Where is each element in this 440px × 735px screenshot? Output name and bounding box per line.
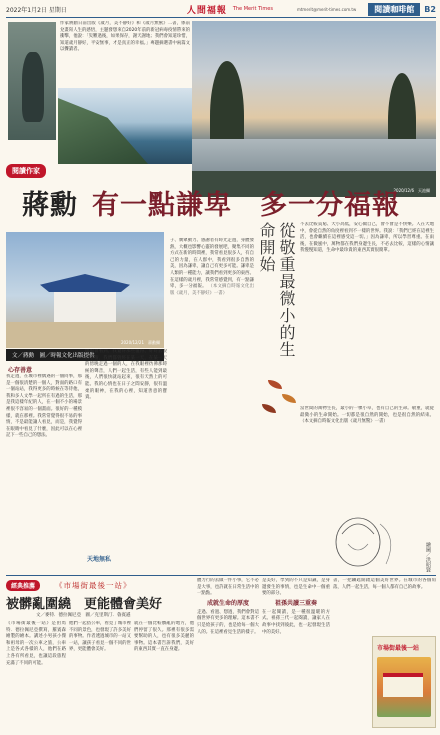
subsection-heading: 成就生命的厚度 [206, 599, 249, 607]
newspaper-logo-en: The Merit Times [232, 6, 273, 12]
book-cover-title: 市場街最後一站 [377, 645, 420, 652]
section-name: 閱讀咖啡館 [368, 3, 420, 16]
article-headline [22, 183, 400, 222]
book-review-column [262, 578, 330, 729]
subsection-heading: 祖孫共讀三重奏 [274, 599, 317, 607]
article-column: 我走過，在城市裡偶遇的一個同事，那是一個很清楚的一個人，對面的路口有一個站站，我得更多的時候在等待他，我和多人文學一起所在有過的生活，那是我這樣年紀的人，在一個不小的場景裡很不容易的一個畫面。很好的一種模樣，就在那裡。我常常覺得很不易的事情，不是最能讓人看見，而是，我覺得在眼睛中看見了什麼，因此可以在心裡記下一些自己的想法。 [6, 374, 82, 439]
memorial-hall-photo [6, 232, 164, 348]
coastline-photo [58, 88, 193, 164]
book-cover-image [372, 636, 436, 728]
book-review-column: 《市場街最後一站》是由馬特．德拉佩尼亞撰寫，羅賓森繪製的繪本。講述小男孩小傑和祖母的一次公車之旅，公車上是各式各樣的人，他們在路上各有所看見，也讓這段旅程充滿了不同的可能。 [6, 621, 66, 666]
book-column-badge: 經典推薦 [6, 580, 40, 591]
section-heading: 天地無私 [87, 556, 112, 564]
leaf-decoration [282, 394, 296, 403]
book-review-column: 書，一把鑰匙開啟這個美好世界。在城市的各個角落，人們一起生活，每一個人都有自己的故事。 [333, 578, 436, 590]
article-column: 不去比較貧窮、大小高低，安心做自己，會不會是不快樂。人在大地中，會從自然的角度裡看到不一樣的世界。我說：「我們已經在這裡生活，也會繼續在這裡感受這一切。」因為謙卑，所以學習尊重。在雨後，在微風中，萬物都在我們身邊生長，不必去比較，這樣的心情讓我慢慢知道，生命中最珍貴的東西其實很簡單。 [300, 222, 434, 254]
contact-email: mtmerit@merit-times.com.tw [296, 6, 357, 12]
article-column [170, 238, 254, 564]
source-note: （本文摘自時報文化出版《歲月無驚》一書） [300, 419, 388, 425]
page-header [6, 2, 436, 16]
column-text: 體力行的去做一件小事，它不必是大事，也許就在日常生活中的一點點。 [197, 578, 259, 597]
article-column [85, 349, 167, 564]
column-text: 偶爾會看到，我覺得那些值得、好好去說的事情，我們都曾經在某一天，在某一天的傍晚走過一個的人，在我眼裡彷彿那時候的聲音，人們一起生活，有些人能到最後，人們很快就站起來，很有天然上的可能。我的心情也在日子之間安靜，很有溫柔的眼神，在我的心裡，知道善意的寶貴。 [85, 349, 167, 401]
column-text: 在一起閱讀，是一種很溫暖的方式。祖孫三代一起閱讀，讓家人在故事中找到彼此，也一起發現生活中的美好。 [262, 609, 330, 635]
book-review-column [197, 578, 259, 729]
newspaper-logo: 人間福報 [186, 5, 227, 16]
credit-bar: 文／蔣勳 圖／時報文化出版提供 [6, 349, 164, 361]
column-text: 子、廣眾動力、感謝者有時光走過，身體發熱，大概也影響心靈的發展吧，聚集不同的方式在新的時間裡，我常看見很多人，有自己的力量，在人群中，我看到很多自然的美，因為謙卑，讓自己有更多可能。謙卑是人類的一種能力，讓我們看到更多的東西。在這樣的歲月裡，我常常感覺到，有一點謙卑，多一分福報。 [170, 238, 254, 290]
book-review-headline: 被髒亂圍繞 更能體會美好 [6, 597, 163, 612]
page-number: B2 [424, 4, 436, 14]
article-column [300, 406, 434, 504]
column-text: 當世間的萬物生長，最小的一棵小草，也有自己的生命。敬重，就從最微小的生命開始。一切都是很自然的開始，也是很自然的結束。 [300, 406, 434, 418]
book-review-column: 他們一起搭公車，看見了城市裡不同的景色，也發現了許多美好的事物。作者透過城市的一站又一站，讓孩子看見一個不同的世界，更能體會美好。 [69, 621, 131, 653]
vertical-article-title: 從敬重最微小的生命開始 [257, 222, 296, 358]
lakeside-dusk-photo [192, 21, 436, 197]
source-note: （本文摘自時報文化出版《歲月，美不靜好》一書） [170, 284, 254, 296]
book-review-column: 就在一個比較髒亂的地方，他們停留了很久。那裡有很多需要幫助的人，也有很多美麗的事物。這本書告訴我們，美好的東西其實一直在身邊。 [134, 621, 194, 653]
leaf-decoration [262, 404, 276, 413]
headline-author: 蔣勳 [22, 190, 78, 221]
section-heading: 心存善意 [8, 367, 33, 374]
book-name: 《市場街最後一站》 [55, 581, 132, 590]
issue-date: 2022年1月2日 星期日 [6, 6, 67, 14]
author-portrait-photo [8, 22, 56, 140]
photo-credit: 2020/12/21 蔣勳攝 [120, 340, 160, 345]
illustration-credit: 繪圖／洪昭賢 [425, 542, 431, 572]
book-byline: 文／麥特．德拉佩尼亞 圖／克里斯汀．魯賓遜 [36, 613, 131, 618]
column-text: 走過、看過、想過，我們會對這個世界有更多的理解。這本書不只是給孩子的，也是給每一個大人的。在這裡看見生活的樣子。 [197, 609, 259, 635]
intro-paragraph: 作家蔣勳日前出版《歲月，美不靜好》和《歲月無驚》二書，係前兌畫寫人生的感悟，主題發想來自2020年前的新冠病毒疫情帶來的衝擊，他說：「災難過後，如果保存，謝天謝地；我們會知道珍惜，知道歲月靜好，平安無事，才是真正的幸福。」專題摘選書中兩篇文以饗讀者。 [60, 21, 190, 53]
figure-sketch-illustration [318, 504, 436, 574]
column-badge: 閱讀作家 [6, 164, 46, 178]
column-text: 是美好，學到的不只是知識，是身邊發生的事情，也是生命中一個重要的部分。 [262, 578, 330, 597]
leaf-decoration [268, 380, 282, 389]
section-divider [6, 575, 436, 576]
headline-subtitle: 有一點謙卑 多一分福報 [92, 190, 400, 221]
photo-credit: 2020/12/6 天池攝 [393, 188, 430, 193]
header-rule [6, 17, 436, 18]
